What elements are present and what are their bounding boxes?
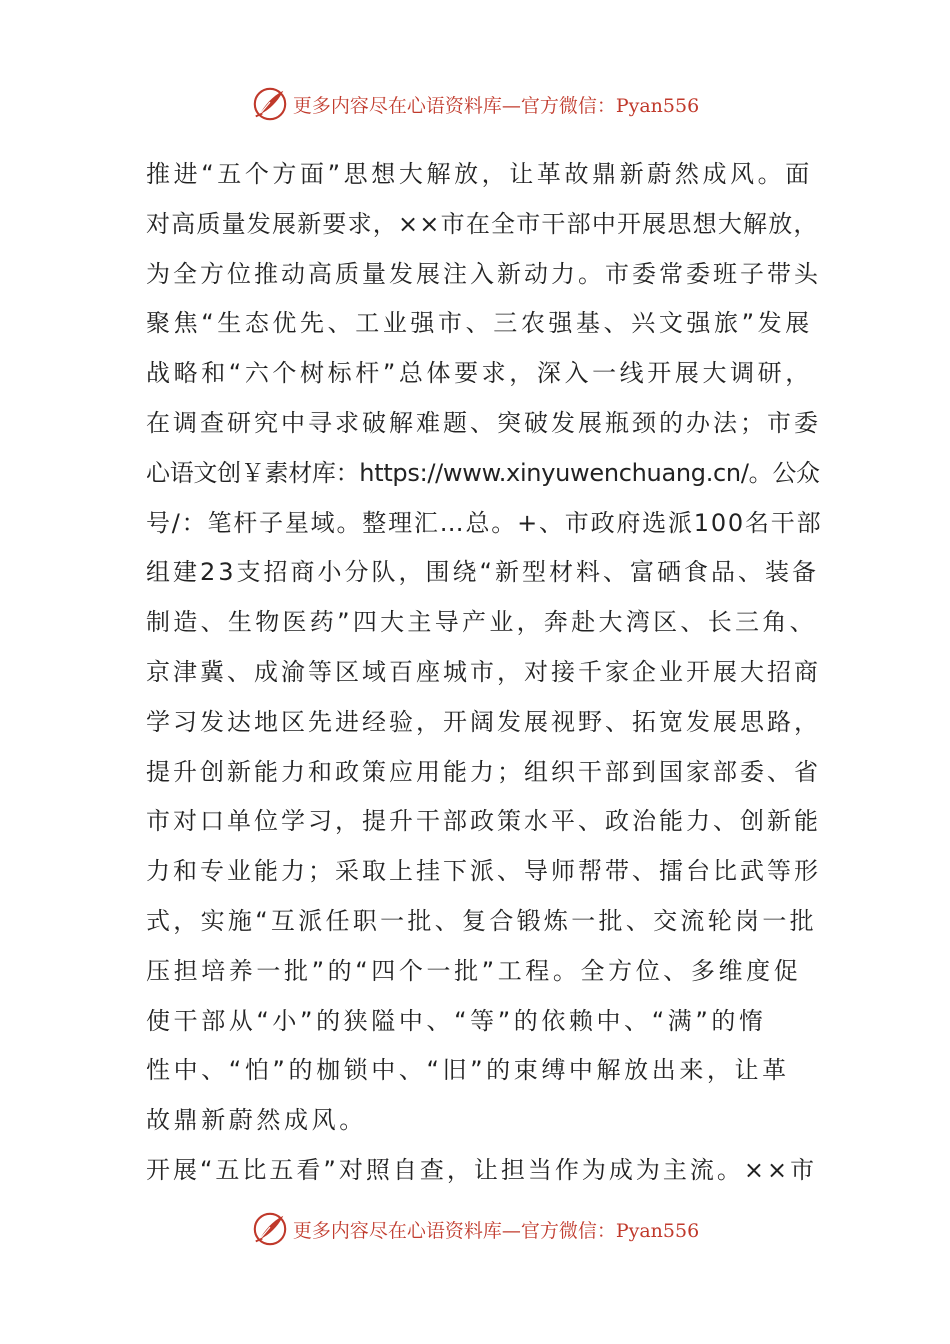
text-line: 使干部从“小”的狭隘中、“等”的依赖中、“满”的惰 (146, 1006, 767, 1035)
text-line: 提升创新能力和政策应用能力；组织干部到国家部委、省 (146, 757, 821, 786)
document-body (146, 150, 823, 1196)
text-line: 战略和“六个树标杆”总体要求，深入一线开展大调研， (146, 359, 813, 388)
text-line: 京津冀、成渝等区域百座城市，对接千家企业开展大招商 (146, 657, 821, 686)
text-line: 压担培养一批”的“四个一批”工程。全方位、多维度促 (146, 956, 802, 985)
text-line: 学习发达地区先进经验，开阔发展视野、拓宽发展思路， (146, 707, 821, 736)
text-line: 聚焦“生态优先、工业强市、三农强基、兴文强旅”发展 (146, 309, 813, 338)
text-line: 制造、生物医药”四大主导产业，奔赴大湾区、长三角、 (146, 608, 817, 637)
text-line-url: 心语文创￥素材库：https://www.xinyuwenchuang.cn/。公众 (146, 458, 820, 487)
text-line: 对高质量发展新要求，××市在全市干部中开展思想大解放， (146, 209, 819, 238)
text-line: 在调查研究中寻求破解难题、突破发展瓶颈的办法；市委 (146, 408, 821, 437)
feather-pen-icon (251, 1210, 289, 1248)
text-line: 号/：笔杆子星域。整理汇…总。+、市政府选派100名干部 (146, 508, 823, 537)
text-line: 组建23支招商小分队，围绕“新型材料、富硒食品、装备 (146, 558, 819, 587)
text-line: 力和专业能力；采取上挂下派、导师帮带、擂台比武等形 (146, 857, 821, 886)
text-line: 开展“五比五看”对照自查，让担当作为成为主流。××市 (146, 1155, 818, 1184)
text-line: 式，实施“互派任职一批、复合锻炼一批、交流轮岗一批 (146, 906, 817, 935)
feather-pen-icon (251, 85, 289, 123)
text-line: 性中、“怕”的枷锁中、“旧”的束缚中解放出来，让革 (146, 1056, 790, 1085)
text-line: 为全方位推动高质量发展注入新动力。市委常委班子带头 (146, 259, 821, 288)
header-banner-text: 更多内容尽在心语资料库—官方微信：Pyan556 (292, 94, 700, 117)
text-line: 故鼎新蔚然成风。 (146, 1106, 367, 1135)
header-banner (0, 84, 950, 124)
footer-banner-text: 更多内容尽在心语资料库—官方微信：Pyan556 (292, 1219, 700, 1242)
footer-banner (0, 1209, 950, 1249)
text-line: 推进“五个方面”思想大解放，让革故鼎新蔚然成风。面 (146, 160, 813, 188)
text-line: 市对口单位学习，提升干部政策水平、政治能力、创新能 (146, 807, 821, 836)
